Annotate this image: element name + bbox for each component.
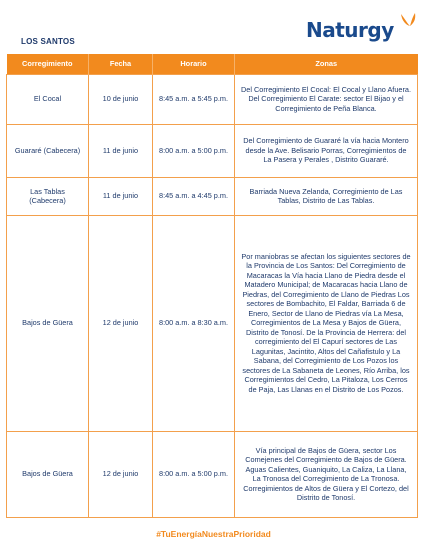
- schedule-table: [6, 54, 418, 518]
- cell-horario: 8:00 a.m. a 8:30 a.m.: [153, 215, 235, 431]
- cell-horario: 8:45 a.m. a 5:45 p.m.: [153, 74, 235, 124]
- table-row: [7, 177, 418, 215]
- cell-corregimiento: Guararé (Cabecera): [7, 124, 89, 177]
- column-header-corregimiento: Corregimiento: [7, 54, 89, 74]
- column-header-horario: Horario: [153, 54, 235, 74]
- brand-name: Naturgy: [306, 18, 394, 42]
- cell-corregimiento: Las Tablas (Cabecera): [7, 177, 89, 215]
- naturgy-logo: [306, 13, 422, 47]
- cell-corregimiento: El Cocal: [7, 74, 89, 124]
- table-header-row: [7, 54, 418, 74]
- cell-corregimiento: Bajos de Güera: [7, 431, 89, 517]
- cell-fecha: 10 de junio: [89, 74, 153, 124]
- cell-corregimiento: Bajos de Güera: [7, 215, 89, 431]
- cell-zonas: Vía principal de Bajos de Güera, sector Los Comejenes del Corregimiento de Bajos de Güera. Aguas Calientes, Guaniquito, La Caliza, La Llana, La Tronosa del Corregimiento de La Tronosa. Corregimientos de Altos de Güera y El Cortezo, del Distrito de Tonosí.: [235, 431, 418, 517]
- table-row: [7, 124, 418, 177]
- column-header-zonas: Zonas: [235, 54, 418, 74]
- column-header-fecha: Fecha: [89, 54, 153, 74]
- region-title: LOS SANTOS: [21, 37, 75, 46]
- cell-horario: 8:45 a.m. a 4:45 p.m.: [153, 177, 235, 215]
- cell-fecha: 11 de junio: [89, 177, 153, 215]
- table-row: [7, 215, 418, 431]
- table-row: [7, 74, 418, 124]
- flame-icon: [398, 13, 418, 35]
- cell-horario: 8:00 a.m. a 5:00 p.m.: [153, 431, 235, 517]
- cell-fecha: 12 de junio: [89, 431, 153, 517]
- hashtag-footer: #TuEnergíaNuestraPrioridad: [156, 529, 271, 539]
- cell-zonas: Barriada Nueva Zelanda, Corregimiento de Las Tablas, Distrito de Las Tablas.: [235, 177, 418, 215]
- table-row: [7, 431, 418, 517]
- cell-horario: 8:00 a.m. a 5:00 p.m.: [153, 124, 235, 177]
- cell-zonas: Del Corregimiento de Guararé la vía hacia Montero desde la Ave. Belisario Porras, Corregimientos de La Pasera y Perales , Distrito Guararé.: [235, 124, 418, 177]
- cell-zonas: Por maniobras se afectan los siguientes sectores de la Provincia de Los Santos: Del Corregimiento de Macaracas la Vía hacia Llano de Piedra desde el Matadero Municipal; de Macaracas hacia Llano de Piedras, del Corregimiento de Llano de Piedras Los sectores de Bombachito, El Faldar, Barriada 6 de Enero, Sector de Llano de Piedras vía La Mesa, Corregimientos de La Mesa y Bajos de Güera, Distrito de Tonosí. De la Provincia de Herrera: del corregimiento del El Capurí sectores de Las Lagunitas, Jacintito, Altos del Cañafistulo y La Sabana, del Corregimiento de Los Pozos los sectores de La Sabaneta de Leones, Río Arriba, los Corregimientos del Cedro, La Pitaloza, Los Cerros de Paja, Las Llanas en el Distrito de Los Pozos.: [235, 215, 418, 431]
- cell-fecha: 11 de junio: [89, 124, 153, 177]
- cell-zonas: Del Corregimiento El Cocal: El Cocal y Llano Afuera. Del Corregimiento El Carate: sector El Bijao y el Corregimiento de Peña Blanca.: [235, 74, 418, 124]
- cell-fecha: 12 de junio: [89, 215, 153, 431]
